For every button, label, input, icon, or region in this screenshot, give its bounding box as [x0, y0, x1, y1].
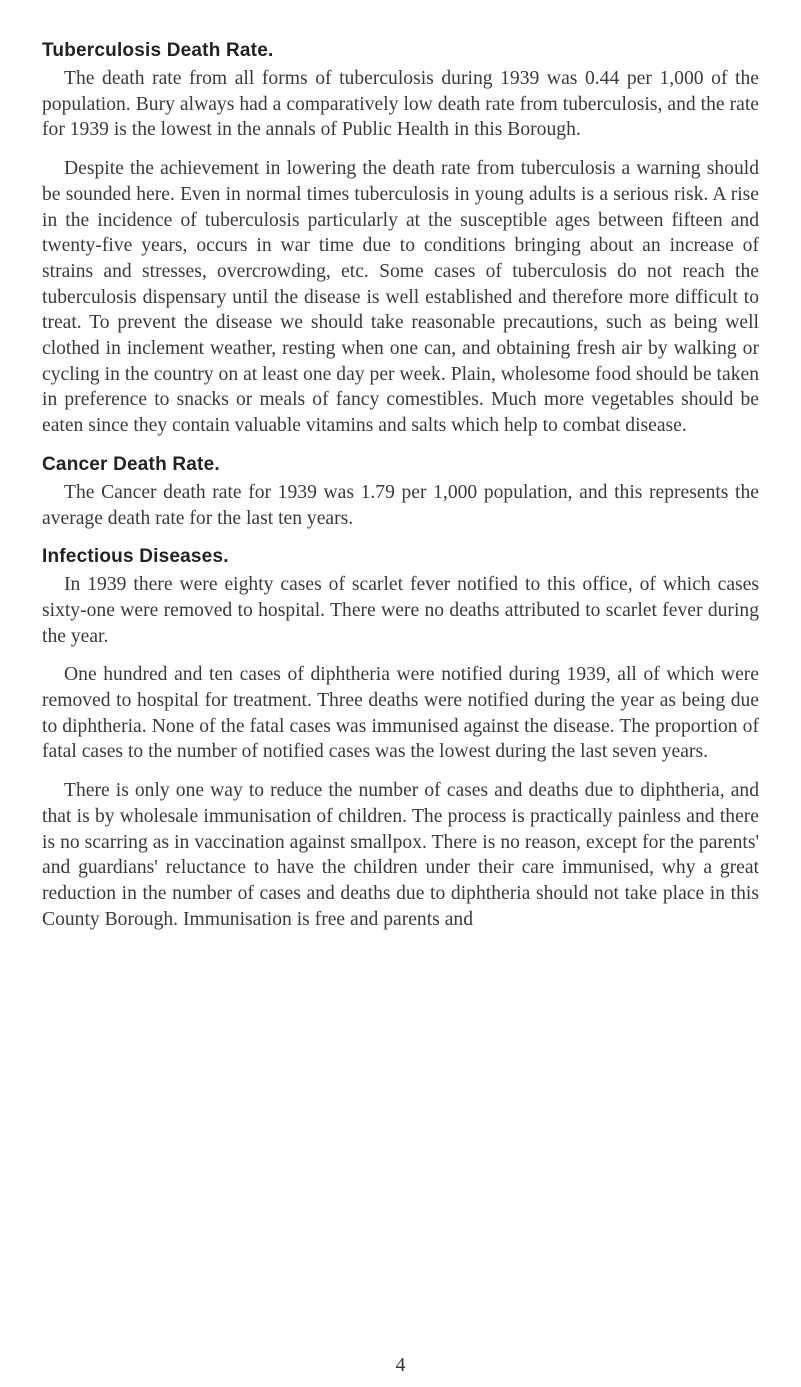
heading-infectious-diseases: Infectious Diseases. — [42, 546, 229, 568]
paragraph-cancer-1: The Cancer death rate for 1939 was 1.79 per 1,000 population, and this represents the average death rate for the last ten years. — [42, 481, 759, 529]
heading-cancer-death-rate: Cancer Death Rate. — [42, 453, 220, 475]
paragraph-infectious-2: One hundred and ten cases of diphtheria were notified during 1939, all of which were removed to hospital for treatment. Three deaths were notified during the year as being due to diphtheria. None of the fatal cases was immunised against the disease. The proportion of fatal cases to the number of notified cases was the lowest during the last seven years. — [42, 664, 759, 763]
paragraph-infectious-3: There is only one way to reduce the number of cases and deaths due to diphtheria, and that is by wholesale immunisation of children. The process is practically painless and there is no scarring as in vaccination against smallpox. There is no reason, except for the parents' and guardians' reluctance to have the children under their care immunised, why a great reduction in the number of cases and deaths due to diphtheria should not take place in this County Borough. Immunisation is free and parents and — [42, 780, 759, 930]
heading-tuberculosis-death-rate: Tuberculosis Death Rate. — [42, 40, 274, 61]
paragraph-tuberculosis-2: Despite the achievement in lowering the death rate from tuberculosis a warning should be sounded here. Even in normal times tuberculosis in young adults is a serious risk. A rise in the incidence of tuberculosis particularly at the susceptible ages between fifteen and twenty-five years, occurs in war time due to conditions bringing about an increase of strains and stresses, overcrowding, etc. Some cases of tuberculosis do not reach the tuberculosis dispensary until the disease is well established and therefore more difficult to treat. To prevent the disease we should take reasonable precautions, such as being well clothed in inclement weather, resting when one can, and obtaining fresh air by walking or cycling in the country on at least one day per week. Plain, wholesome food should be taken in preference to snacks or meals of fancy comestibles. Much more vegetables should be eaten since they contain valuable vitamins and salts which help to combat disease. — [42, 158, 759, 437]
page-number: 4 — [395, 1354, 406, 1376]
paragraph-tuberculosis-1: The death rate from all forms of tuberculosis during 1939 was 0.44 per 1,000 of the population. Bury always had a comparatively low death rate from tuberculosis, and the rate for 1939 is the lowest in the annals of Public Health in this Borough. — [42, 68, 759, 141]
paragraph-infectious-1: In 1939 there were eighty cases of scarlet fever notified to this office, of which cases sixty-one were removed to hospital. There were no deaths attributed to scarlet fever during the year. — [42, 574, 759, 647]
